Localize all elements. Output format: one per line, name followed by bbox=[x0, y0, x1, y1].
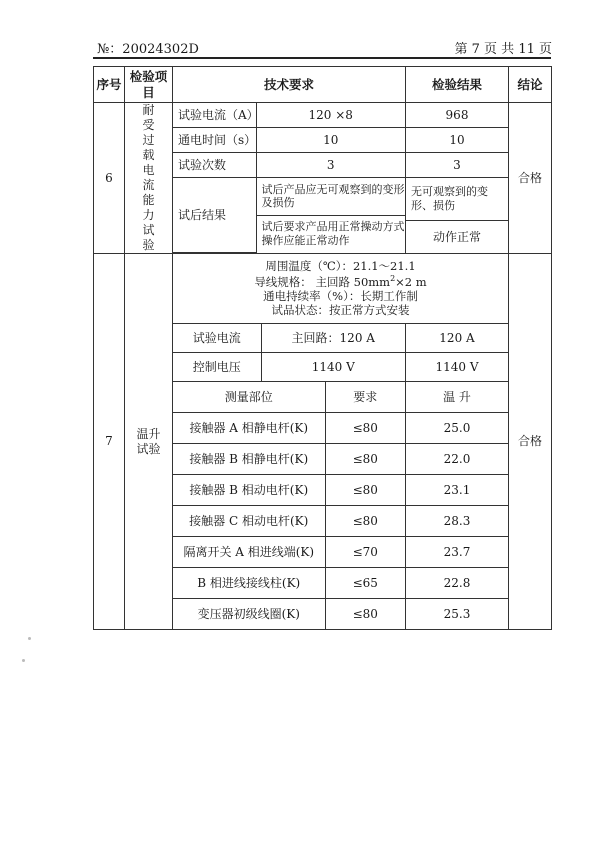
cond-ambient: 周围温度（℃）：21.1～21.1 bbox=[265, 259, 416, 274]
row6-line3-label: 试验次数 bbox=[173, 153, 256, 177]
measure-rise: 22.8 bbox=[406, 568, 509, 599]
measure-part: B 相进线接线柱(K) bbox=[173, 568, 325, 598]
cond-wire-suffix: ×2 m bbox=[395, 274, 427, 289]
row6-after-res1: 无可观察到的变形、损伤 bbox=[406, 178, 509, 221]
measure-rise: 28.3 bbox=[406, 506, 509, 537]
row6-line3 bbox=[173, 153, 406, 178]
row6-item bbox=[125, 103, 173, 254]
row6-line3-req: 3 bbox=[256, 153, 405, 177]
row7-conditions bbox=[173, 254, 509, 324]
row7-current-label: 试验电流 bbox=[173, 324, 261, 352]
col-result-header: 检验结果 bbox=[406, 67, 509, 103]
row7-sub-header bbox=[173, 382, 406, 413]
measure-rise: 23.1 bbox=[406, 475, 509, 506]
row7-item-text: 温升试验 bbox=[136, 426, 161, 456]
cond-state: 试品状态：按正常方式安装 bbox=[271, 303, 410, 318]
row7-voltage-label: 控制电压 bbox=[173, 353, 261, 381]
cond-wire bbox=[173, 274, 508, 289]
header-rule bbox=[93, 57, 551, 59]
row7-voltage-result: 1140 V bbox=[406, 353, 509, 382]
scan-speck bbox=[22, 659, 25, 662]
page-number: 第 7 页 共 11 页 bbox=[454, 42, 552, 57]
row6-after-res2: 动作正常 bbox=[406, 221, 509, 254]
measure-part: 隔离开关 A 相进线端(K) bbox=[173, 537, 325, 567]
row7-voltage bbox=[173, 353, 406, 382]
row6-item-text: 耐受过载电流能力试验 bbox=[142, 103, 155, 252]
row6-line1 bbox=[173, 103, 406, 128]
cond-wire-sup: 2 bbox=[390, 273, 396, 283]
row6-line3-result: 3 bbox=[406, 153, 509, 178]
measure-rise: 22.0 bbox=[406, 444, 509, 475]
row6-line1-result: 968 bbox=[406, 103, 509, 128]
measure-part: 变压器初级线圈(K) bbox=[173, 599, 325, 629]
sub-header-part: 测量部位 bbox=[173, 382, 325, 412]
table-row bbox=[94, 103, 552, 128]
measure-req: ≤70 bbox=[325, 537, 405, 567]
test-report-table bbox=[93, 66, 552, 630]
col-conclusion-header: 结论 bbox=[509, 67, 552, 103]
measure-req: ≤80 bbox=[325, 444, 405, 474]
row6-line2-result: 10 bbox=[406, 128, 509, 153]
measure-rise: 23.7 bbox=[406, 537, 509, 568]
measure-part: 接触器 A 相静电杆(K) bbox=[173, 413, 325, 443]
col-tech-header: 技术要求 bbox=[173, 67, 406, 103]
row6-conclusion: 合格 bbox=[509, 103, 552, 254]
table-row bbox=[94, 254, 552, 324]
row6-line1-req: 120 ×8 bbox=[256, 103, 405, 127]
measure-req: ≤80 bbox=[325, 413, 405, 443]
row7-current bbox=[173, 324, 406, 353]
row7-conclusion: 合格 bbox=[509, 254, 552, 630]
measure-req: ≤80 bbox=[325, 599, 405, 629]
row6-line2-label: 通电时间（s） bbox=[173, 128, 256, 152]
row6-after-req2: 试后要求产品用正常操动方式操作应能正常动作 bbox=[256, 215, 405, 252]
sub-header-req: 要求 bbox=[325, 382, 405, 412]
measure-part: 接触器 C 相动电杆(K) bbox=[173, 506, 325, 536]
row6-line2-req: 10 bbox=[256, 128, 405, 152]
row7-voltage-req: 1140 V bbox=[261, 353, 405, 381]
row7-current-req: 主回路：120 A bbox=[261, 324, 405, 352]
measure-rise: 25.0 bbox=[406, 413, 509, 444]
measure-part: 接触器 B 相静电杆(K) bbox=[173, 444, 325, 474]
row6-after-label: 试后结果 bbox=[173, 178, 256, 253]
measure-req: ≤65 bbox=[325, 568, 405, 598]
row6-line1-label: 试验电流（A） bbox=[173, 103, 256, 127]
measure-req: ≤80 bbox=[325, 475, 405, 505]
row7-seq: 7 bbox=[94, 254, 125, 630]
sub-header-rise: 温 升 bbox=[406, 382, 509, 413]
cond-duty: 通电持续率（%）：长期工作制 bbox=[263, 288, 418, 303]
measure-part: 接触器 B 相动电杆(K) bbox=[173, 475, 325, 505]
col-seq-header: 序号 bbox=[94, 67, 125, 103]
row7-item bbox=[125, 254, 173, 630]
table-header-row bbox=[94, 67, 552, 103]
measure-rise: 25.3 bbox=[406, 599, 509, 630]
measure-req: ≤80 bbox=[325, 506, 405, 536]
row6-after-req1: 试后产品应无可观察到的变形及损伤 bbox=[256, 178, 405, 215]
row6-after-test bbox=[173, 178, 406, 254]
cond-wire-prefix: 导线规格： 主回路 50mm bbox=[254, 274, 391, 289]
scan-speck bbox=[28, 637, 31, 640]
row6-seq: 6 bbox=[94, 103, 125, 254]
row6-line2 bbox=[173, 128, 406, 153]
row7-current-result: 120 A bbox=[406, 324, 509, 353]
document-number: №：20024302D bbox=[97, 42, 199, 57]
col-item-header: 检验项目 bbox=[125, 67, 173, 103]
